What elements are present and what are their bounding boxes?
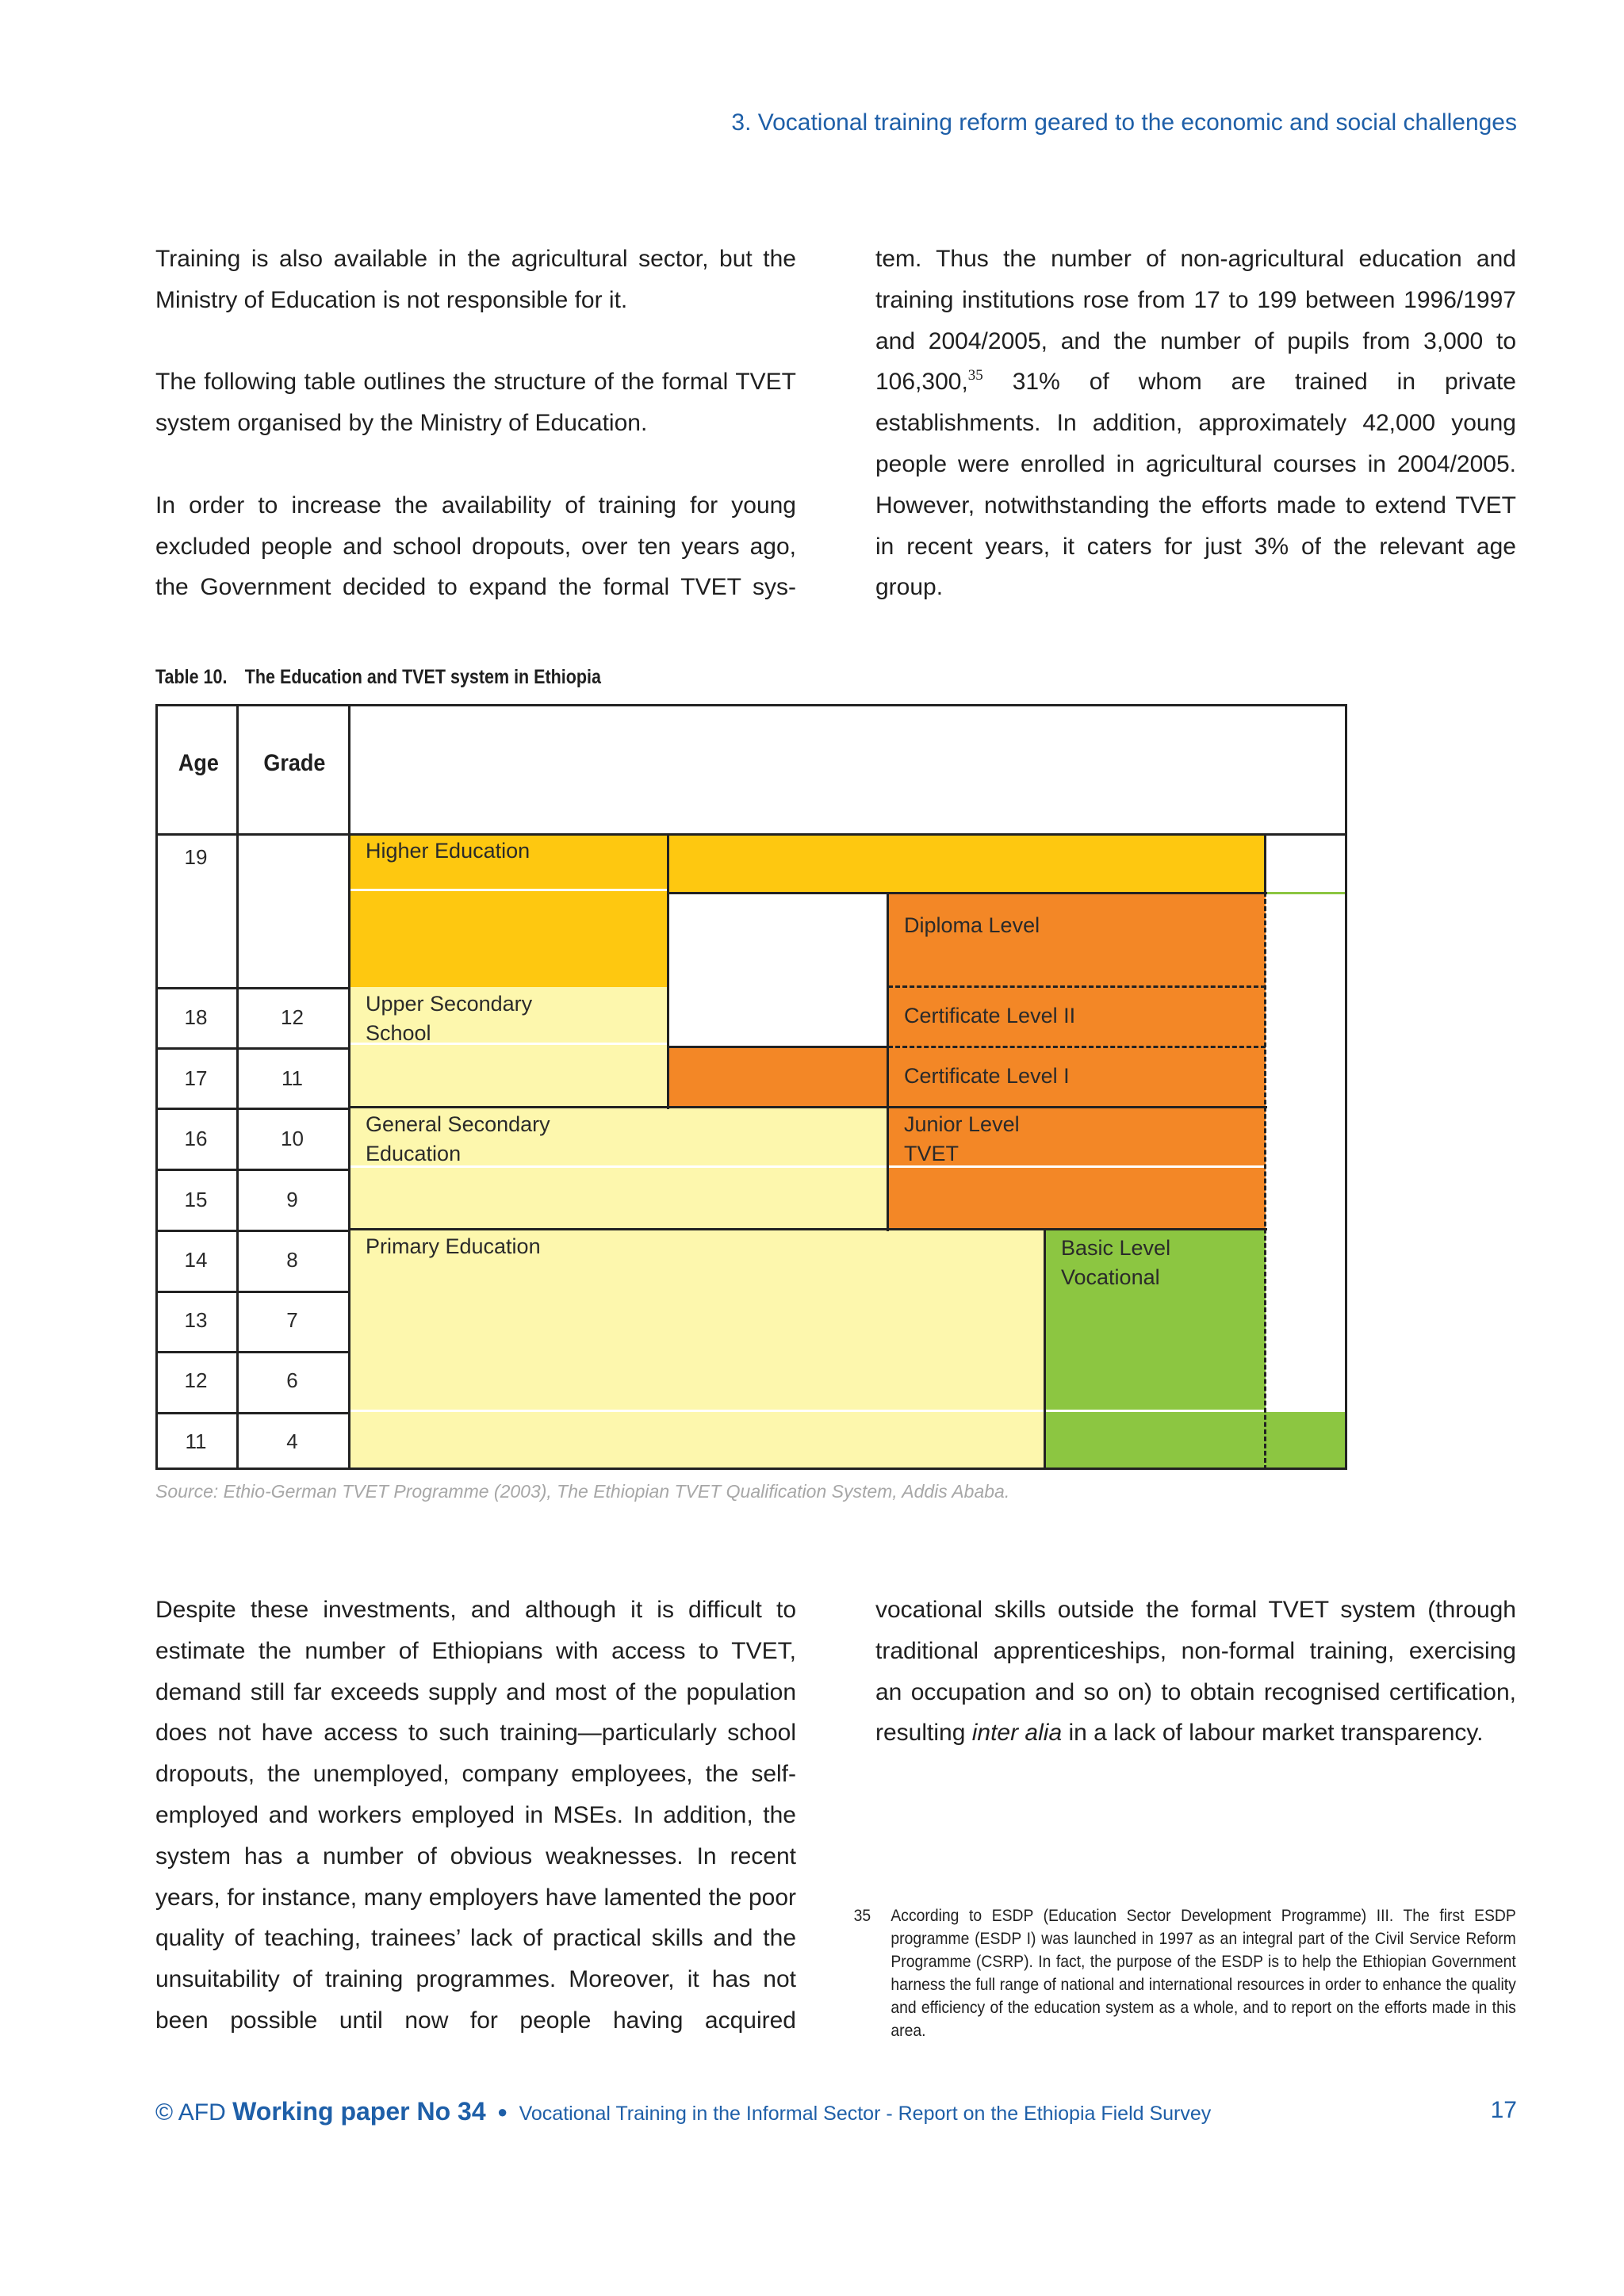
diploma-level-label: Diploma Level: [904, 913, 1040, 937]
certificate-level-2-label: Certificate Level II: [904, 1004, 1076, 1027]
age-column-header: Age: [178, 750, 219, 776]
age-cell: 14: [184, 1248, 208, 1272]
body-left-column: [155, 1590, 796, 2042]
table-caption: [155, 666, 601, 689]
running-head: 3. Vocational training reform geared to the economic and social challenges: [731, 109, 1517, 136]
document-title: Vocational Training in the Informal Sector - Report on the Ethiopia Field Survey: [519, 2103, 1212, 2125]
age-cell: 11: [185, 1429, 207, 1453]
table-source: Source: Ethio-German TVET Programme (2003), The Ethiopian TVET Qualification System, Addis Ababa.: [155, 1481, 1010, 1502]
age-cell: 18: [184, 1005, 208, 1029]
page-footer: [155, 2097, 1211, 2126]
intro-right-column: [875, 239, 1516, 608]
junior-level-label: Junior Level TVET: [904, 1112, 1020, 1165]
inter-alia-text: inter alia: [971, 1720, 1063, 1747]
grade-cell: 10: [281, 1127, 304, 1150]
primary-education-block: [350, 1230, 1045, 1470]
footnote-text: According to ESDP (Education Sector Development Programme) III. The first ESDP programme (ESDP I) was launched in 1997 as an integral part of the Civil Service Reform Programme (CSRP). In fact, the purpose of the ESDP is to help the Ethiopian Government harness the full range of national and international resources in order to enhance the quality and efficiency of the education system as a whole, and to report on the efforts made in this area.: [891, 1906, 1516, 2040]
body-right-paragraph: vocational skills outside the formal TVET system (through traditional apprenticeships, non-formal training, exercising an occupation and so on) to obtain recognised certification, resulting inter alia in a lack of labour market transparency.: [875, 1597, 1516, 1747]
footnote-number: 35: [853, 1906, 871, 1925]
age-cell: 16: [184, 1127, 208, 1150]
upper-secondary-label: Upper Secondary School: [366, 992, 533, 1045]
grade-cell: 11: [282, 1066, 303, 1090]
diploma-level-block: [888, 894, 1266, 987]
certificate-level-1-label: Certificate Level I: [904, 1064, 1070, 1088]
age-cell: 12: [184, 1368, 208, 1392]
copyright: © AFD: [155, 2099, 226, 2126]
higher-education-label: Higher Education: [366, 839, 530, 863]
grade-cell: 12: [281, 1005, 304, 1029]
series-title: Working paper No 34: [232, 2097, 486, 2126]
education-tvet-table: [155, 704, 1347, 1470]
basic-level-label: Basic Level Vocational: [1061, 1236, 1171, 1289]
bullet-icon: ●: [496, 2102, 508, 2122]
grade-cell: 9: [286, 1188, 298, 1211]
general-secondary-label: General Secondary Education: [366, 1112, 550, 1165]
intro-paragraph-1: Training is also available in the agricultural sector, but the Ministry of Education is not responsible for it.: [155, 246, 796, 313]
age-cell: 19: [184, 845, 208, 869]
grade-cell: 6: [286, 1368, 298, 1392]
intro-paragraph-2: The following table outlines the structure of the formal TVET system organised by the Ministry of Education.: [155, 369, 796, 437]
basic-level-extension: [1266, 1412, 1347, 1470]
green-accent-line: [1266, 892, 1347, 894]
table-title: The Education and TVET system in Ethiopia: [244, 666, 601, 688]
grade-cell: 7: [286, 1308, 298, 1332]
body-right-column: [875, 1590, 1516, 1754]
intro-paragraph-3: In order to increase the availability of training for young excluded people and school dropouts, over ten years ago, the Government decided to expand the formal TVET sys-: [155, 492, 796, 601]
grade-cell: 8: [286, 1248, 298, 1272]
age-cell: 15: [184, 1188, 208, 1211]
grade-cell: 4: [286, 1429, 298, 1453]
higher-education-extension-block: [668, 833, 1266, 894]
page-number: 17: [1490, 2097, 1517, 2123]
intro-right-paragraph: tem. Thus the number of non-agricultural education and training institutions rose from 17 to 199 between 1996/1997 and 2004/2005, and the number of pupils from 3,000 to 106,300,35 31% of whom are trained in private establishments. In addition, approximately 42,000 young people were enrolled in agricultural courses in 2004/2005. However, notwithstanding the efforts made to extend TVET in recent years, it caters for just 3% of the relevant age group.: [875, 246, 1516, 601]
upper-secondary-tvet-block: [668, 1047, 888, 1108]
footnote-ref-35[interactable]: 35: [967, 367, 983, 385]
table-number: Table 10.: [155, 666, 228, 688]
primary-education-label: Primary Education: [366, 1234, 541, 1258]
age-cell: 17: [184, 1066, 208, 1090]
age-cell: 13: [184, 1308, 208, 1332]
grade-column-header: Grade: [263, 750, 326, 776]
body-left-paragraph: Despite these investments, and although it is difficult to estimate the number of Ethiopians with access to TVET, demand still far exceeds supply and most of the population does not have access to such training—particularly school dropouts, the unemployed, company employees, the self-employed and workers employed in MSEs. In addition, the system has a number of obvious weaknesses. In recent years, for instance, many employers have lamented the poor quality of teaching, trainees’ lack of practical skills and the unsuitability of training programmes. Moreover, it has not been possible until now for people having acquired: [155, 1597, 796, 2034]
footnote-35: [853, 1904, 1516, 2042]
intro-left-column: [155, 239, 796, 608]
